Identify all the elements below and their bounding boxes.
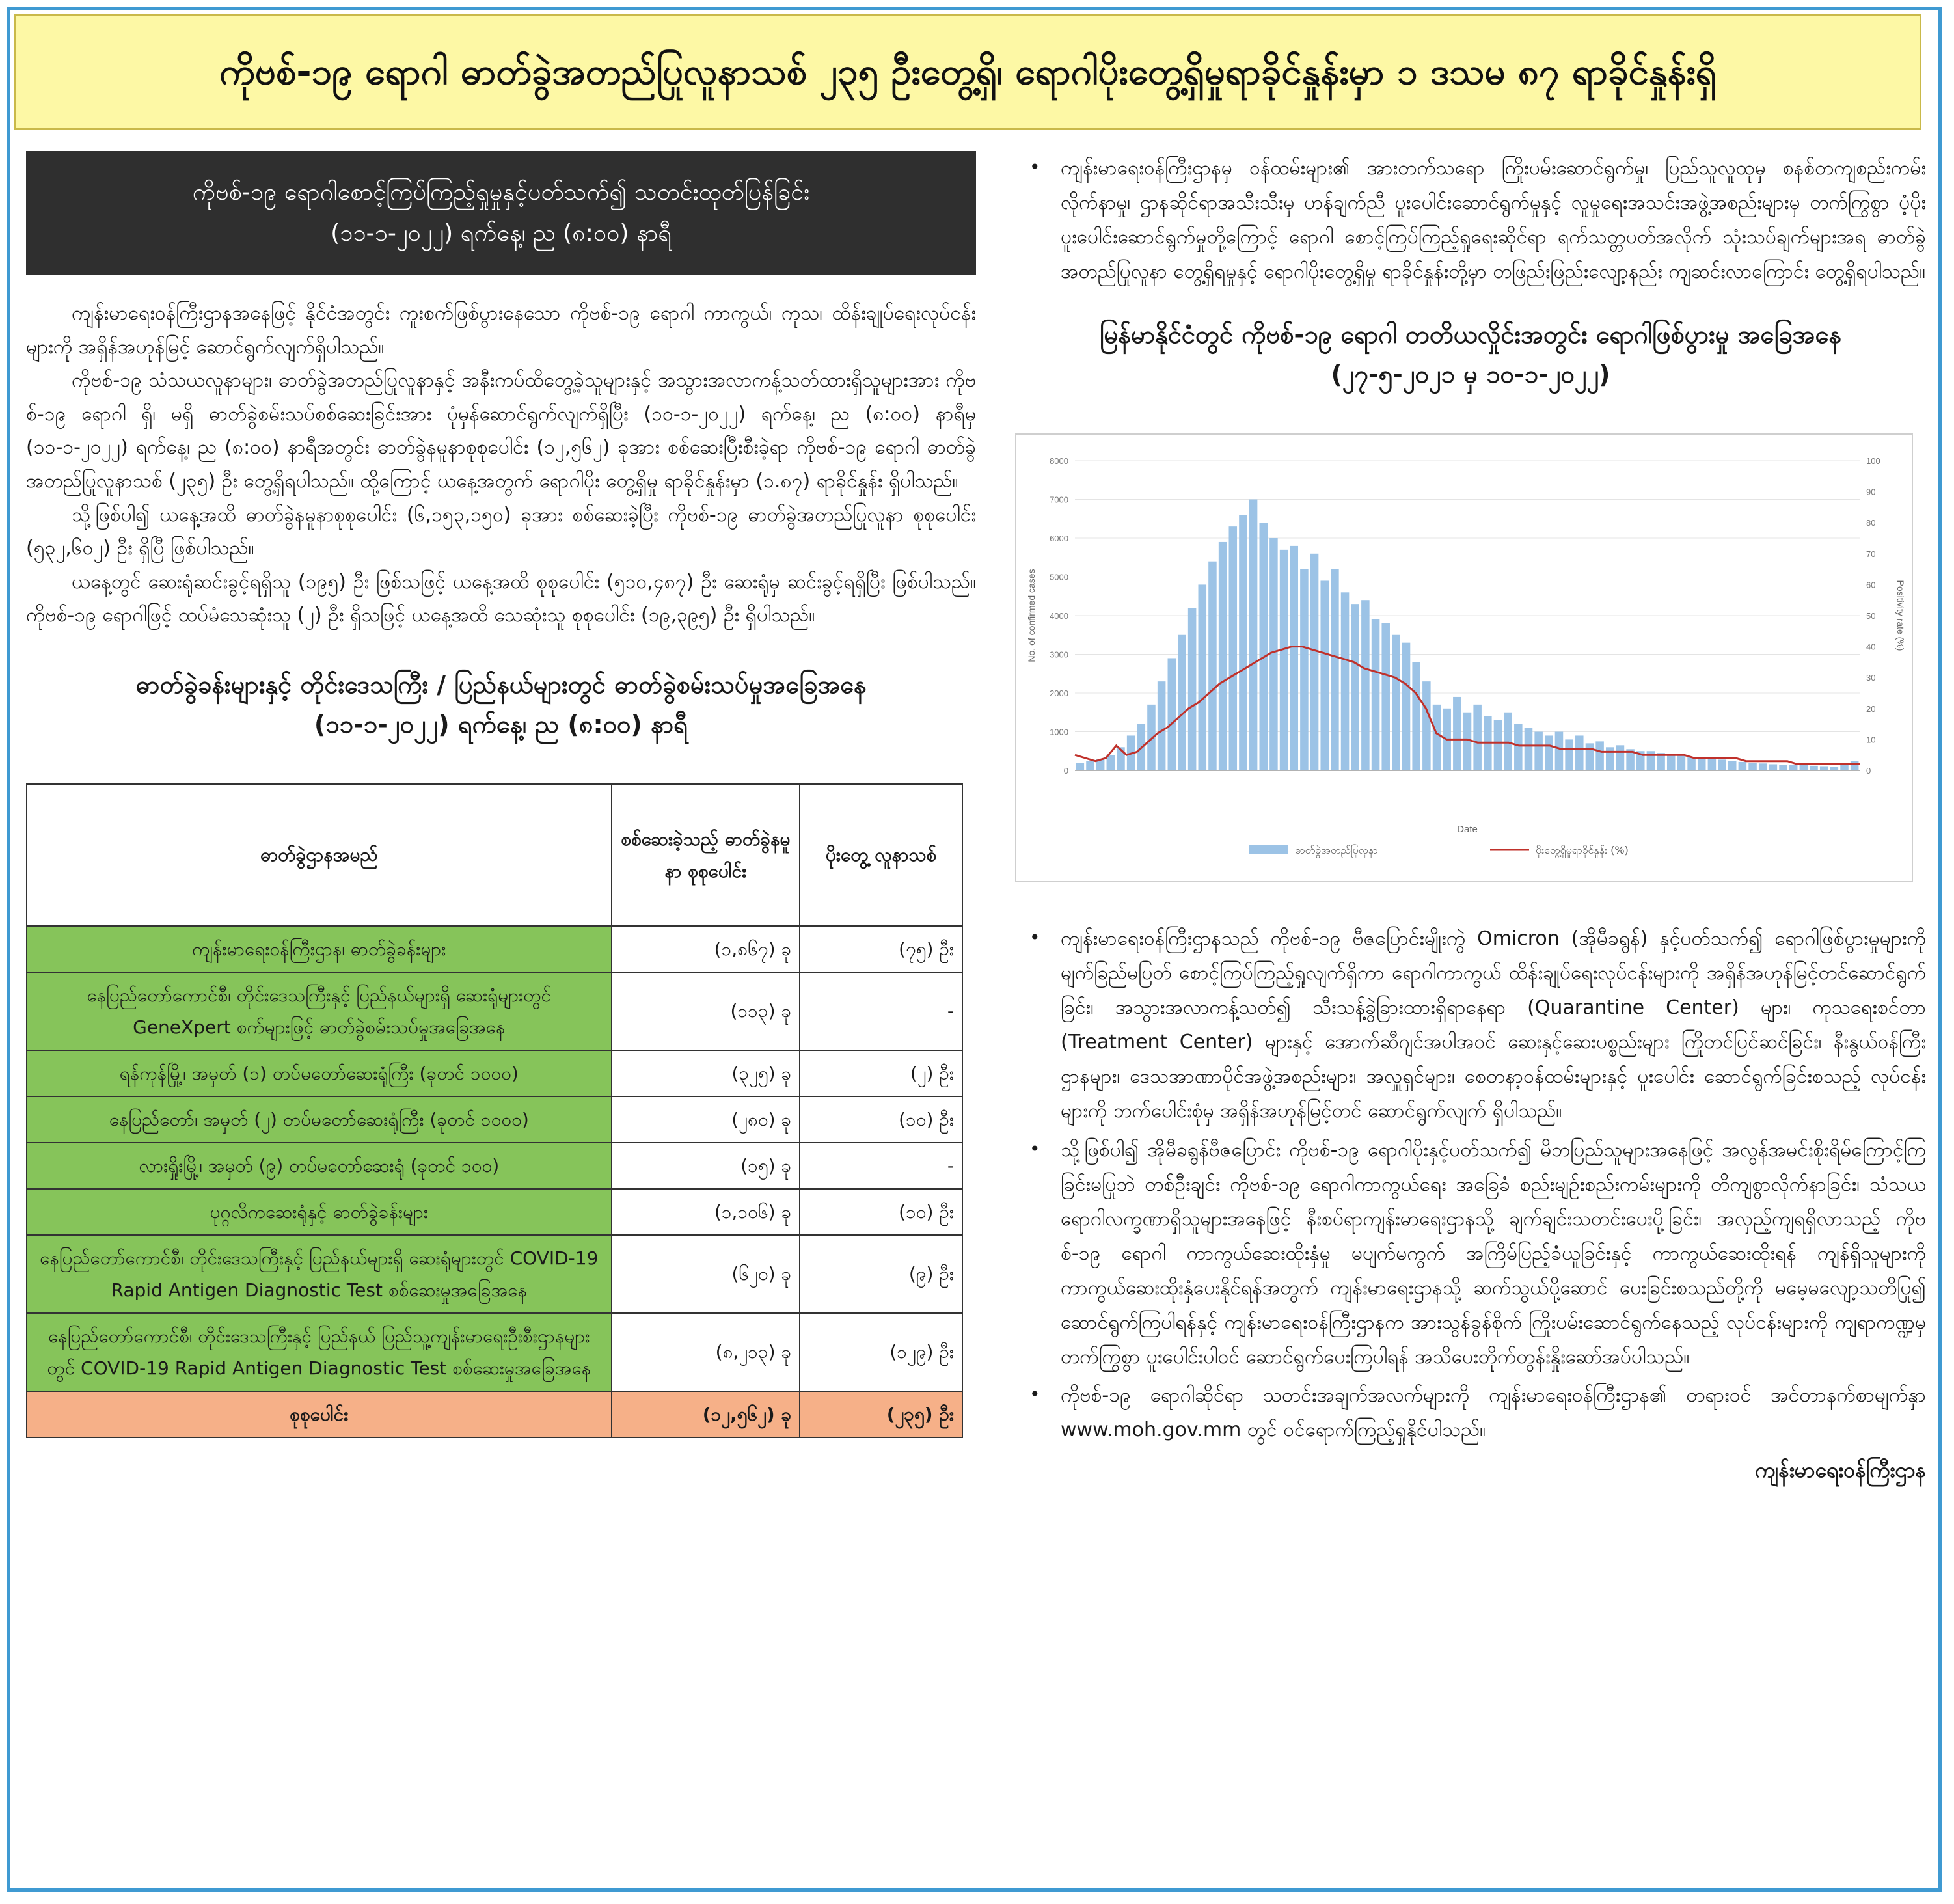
bar bbox=[1789, 765, 1798, 770]
bullet-text: သို့ဖြစ်ပါ၍ အိုမီခရွန်ဗီဇပြောင်း ကိုဗစ်-၁၉ ရောဂါပိုးနှင့်ပတ်သက်၍ မိဘပြည်သူများအနေဖြင့် အလွန်အမင်းစိုးရိမ်ကြောင့်ကြခြင်းမပြုဘဲ တစ်ဦးချင်း ကိုဗစ်-၁၉ ရောဂါကာကွယ်ရေး အခြေခံ စည်းမျဉ်းစည်းကမ်းများကို တိကျစွာလိုက်နာခြင်း၊ သံသယရောဂါလက္ခဏာရှိသူများအနေဖြင့် နီးစပ်ရာကျန်းမာရေးဌာနသို့ ချက်ချင်းသတင်းပေးပို့ခြင်း၊ အလှည့်ကျရရှိလာသည့် ကိုဗစ်-၁၉ ရောဂါ ကာကွယ်ဆေးထိုးနှံမှု မပျက်မကွက် အကြိမ်ပြည့်ခံယူခြင်းနှင့် ကာကွယ်ဆေးထိုးရန် ကျန်ရှိသူများကို ကာကွယ်ဆေးထိုးနှံပေးနိုင်ရန်အတွက် ကျန်းမာရေးဌာနသို့ ဆက်သွယ်ပို့ဆောင် ပေးခြင်းစသည်တို့ကို မမေ့မလျော့သတိပြု၍ ဆောင်ရွက်ကြပါရန်နှင့် ကျန်းမာရေးဝန်ကြီးဌာနက အားသွန်ခွန်စိုက် ကြိုးပမ်းဆောင်ရွက်နေသည့် လုပ်ငန်းများကို ကျရာကဏ္ဍမှ တက်ကြွစွာ ပူးပေါင်းပါဝင် ဆောင်ရွက်ပေးကြပါရန် အသိပေးတိုက်တွန်းနှိုးဆော်အပ်ပါသည်။ bbox=[1061, 1138, 1926, 1369]
samples-cell: (၃၂၅) ခု bbox=[612, 1050, 800, 1096]
bar bbox=[1739, 762, 1747, 770]
y2-tick-label: 30 bbox=[1866, 673, 1876, 683]
y2-tick-label: 50 bbox=[1866, 610, 1876, 621]
y2-tick-label: 40 bbox=[1866, 642, 1876, 652]
total-new-cases-cell: (၂၃၅) ဦး bbox=[800, 1391, 962, 1437]
bar bbox=[1494, 720, 1502, 770]
table-row bbox=[27, 1313, 962, 1391]
chart-heading-line: မြန်မာနိုင်ငံတွင် ကိုဗစ်-၁၉ ရောဂါ တတိယလှိုင်းအတွင်း ရောဂါဖြစ်ပွားမှု အခြေအနေ bbox=[1100, 320, 1841, 349]
bullet-icon: • bbox=[1029, 1137, 1040, 1160]
bar bbox=[1076, 763, 1085, 770]
bar bbox=[1565, 739, 1573, 770]
bar bbox=[1178, 635, 1186, 770]
bar bbox=[1759, 763, 1767, 770]
bullet-item bbox=[1015, 1378, 1926, 1447]
new-cases-cell: (၁၀) ဦး bbox=[800, 1096, 962, 1143]
x-axis-label: Date bbox=[1457, 823, 1478, 835]
paragraph: သို့ဖြစ်ပါ၍ ယနေ့အထိ ဓာတ်ခွဲနမူနာစုစုပေါင်း (၆,၁၅၃,၁၅၀) ခုအား စစ်ဆေးခဲ့ပြီး ကိုဗစ်-၁၉ ဓာတ်ခွဲအတည်ပြုလူနာ စုစုပေါင်း (၅၃၂,၆၀၂) ဦး ရှိပြီ ဖြစ်ပါသည်။ bbox=[26, 503, 976, 560]
table-row bbox=[27, 926, 962, 972]
bar bbox=[1718, 759, 1726, 770]
bar bbox=[1504, 713, 1512, 770]
lab-name-cell: ကျန်းမာရေးဝန်ကြီးဌာန၊ ဓာတ်ခွဲခန်းများ bbox=[27, 926, 612, 972]
table-total-row bbox=[27, 1391, 962, 1437]
new-cases-cell: (၇၅) ဦး bbox=[800, 926, 962, 972]
y2-tick-label: 70 bbox=[1866, 549, 1876, 559]
bar bbox=[1728, 761, 1737, 770]
right-column bbox=[1015, 151, 1926, 1488]
bar bbox=[1830, 767, 1839, 770]
bar bbox=[1219, 542, 1227, 770]
lab-testing-table bbox=[26, 783, 963, 1438]
bar bbox=[1586, 743, 1594, 770]
bar bbox=[1229, 526, 1238, 770]
bar bbox=[1514, 724, 1523, 770]
y2-tick-label: 90 bbox=[1866, 487, 1876, 497]
bar bbox=[1168, 658, 1176, 770]
left-column bbox=[26, 151, 976, 1438]
y-tick-label: 8000 bbox=[1050, 456, 1068, 466]
column-header-new-cases: ပိုးတွေ့ လူနာသစ် bbox=[800, 784, 962, 926]
bar bbox=[1555, 731, 1564, 770]
bar bbox=[1616, 745, 1625, 770]
lab-name-cell: နေပြည်တော်ကောင်စီ၊ တိုင်းဒေသကြီးနှင့် ပြည်နယ်များရှိ ဆေးရုံများတွင် GeneXpert စက်များဖြင့် ဓာတ်ခွဲစမ်းသပ်မှုအခြေအနေ bbox=[27, 972, 612, 1050]
bar bbox=[1433, 705, 1441, 770]
bullet-icon: • bbox=[1029, 156, 1040, 178]
bullet-item bbox=[1015, 151, 1926, 289]
y-tick-label: 0 bbox=[1063, 765, 1068, 776]
lab-name-cell: လားရှိုးမြို့၊ အမှတ် (၉) တပ်မတော်ဆေးရုံ (ခုတင် ၁၀၀) bbox=[27, 1143, 612, 1189]
bar bbox=[1606, 747, 1614, 770]
lab-name-cell: နေပြည်တော်၊ အမှတ် (၂) တပ်မတော်ဆေးရုံကြီး (ခုတင် ၁၀၀၀) bbox=[27, 1096, 612, 1143]
bar bbox=[1463, 713, 1472, 770]
bar bbox=[1199, 584, 1207, 770]
y2-tick-label: 80 bbox=[1866, 518, 1876, 528]
samples-cell: (၁,၁၀၆) ခု bbox=[612, 1189, 800, 1235]
cases-positivity-chart bbox=[1016, 435, 1912, 881]
bar bbox=[1259, 523, 1268, 770]
bar bbox=[1392, 635, 1400, 770]
bar bbox=[1473, 705, 1482, 770]
samples-cell: (၆၂၀) ခု bbox=[612, 1235, 800, 1313]
bar bbox=[1851, 761, 1859, 770]
ministry-signature: ကျန်းမာရေးဝန်ကြီးဌာန bbox=[1754, 1458, 1926, 1483]
bar bbox=[1158, 681, 1166, 770]
bullet-list-top bbox=[1015, 151, 1926, 289]
samples-cell: (၁၅) ခု bbox=[612, 1143, 800, 1189]
bar bbox=[1698, 759, 1706, 770]
bar bbox=[1320, 580, 1329, 770]
new-cases-cell: (၁၂၉) ဦး bbox=[800, 1313, 962, 1391]
y2-tick-label: 100 bbox=[1866, 456, 1880, 466]
table-row bbox=[27, 1096, 962, 1143]
column-header-samples: စစ်ဆေးခဲ့သည့် ဓာတ်ခွဲနမူနာ စုစုပေါင်း bbox=[612, 784, 800, 926]
bullet-list-bottom bbox=[1015, 921, 1926, 1447]
chart-heading bbox=[1015, 315, 1926, 394]
press-release-date: (၁၁-၁-၂၀၂၂) ရက်နေ့၊ ည (၈:၀၀) နာရီ bbox=[331, 220, 672, 247]
table-header-row bbox=[27, 784, 962, 926]
column-header-lab-name: ဓာတ်ခွဲဌာနအမည် bbox=[27, 784, 612, 926]
bar bbox=[1525, 728, 1533, 770]
samples-cell: (၁,၈၆၇) ခု bbox=[612, 926, 800, 972]
bar bbox=[1239, 515, 1247, 770]
press-body bbox=[26, 297, 976, 632]
y-tick-label: 3000 bbox=[1050, 649, 1068, 660]
new-cases-cell: - bbox=[800, 1143, 962, 1189]
bar bbox=[1779, 765, 1787, 770]
bar bbox=[1331, 569, 1339, 770]
bar bbox=[1188, 608, 1197, 770]
bullet-icon: • bbox=[1029, 1383, 1040, 1406]
bar bbox=[1249, 499, 1258, 770]
bar bbox=[1545, 735, 1553, 770]
bullet-item bbox=[1015, 921, 1926, 1129]
bar bbox=[1575, 735, 1584, 770]
total-label-cell: စုစုပေါင်း bbox=[27, 1391, 612, 1437]
y2-axis-label: Positivity rate (%) bbox=[1895, 580, 1906, 651]
y-tick-label: 2000 bbox=[1050, 688, 1068, 698]
table-row bbox=[27, 1050, 962, 1096]
bar bbox=[1769, 764, 1778, 770]
new-cases-cell: (၂) ဦး bbox=[800, 1050, 962, 1096]
bar bbox=[1300, 569, 1309, 770]
bar bbox=[1412, 662, 1420, 770]
bar bbox=[1810, 766, 1818, 770]
bar bbox=[1361, 600, 1370, 770]
chart-heading-date: (၂၇-၅-၂၀၂၁ မှ ၁၀-၁-၂၀၂၂) bbox=[1331, 360, 1610, 389]
bullet-icon: • bbox=[1029, 926, 1040, 948]
press-release-header bbox=[26, 151, 976, 275]
lab-name-cell: နေပြည်တော်ကောင်စီ၊ တိုင်းဒေသကြီးနှင့် ပြည်နယ် ပြည်သူ့ကျန်းမာရေးဦးစီးဌာနများတွင် COVID-19 Rapid Antigen Diagnostic Test စစ်ဆေးမှုအခြေအနေ bbox=[27, 1313, 612, 1391]
table-row bbox=[27, 1143, 962, 1189]
y-tick-label: 1000 bbox=[1050, 727, 1068, 737]
bar bbox=[1290, 546, 1298, 770]
bar bbox=[1280, 550, 1288, 770]
headline: ကိုဗစ်-၁၉ ရောဂါ ဓာတ်ခွဲအတည်ပြုလူနာသစ် ၂၃၅ ဦးတွေ့ရှိ၊ ရောဂါပိုးတွေ့ရှိမှုရာခိုင်နှုန်းမှာ ၁ ဒသမ ၈၇ ရာခိုင်နှုန်းရှိ bbox=[14, 14, 1921, 130]
y2-tick-label: 0 bbox=[1866, 765, 1871, 776]
total-samples-cell: (၁၂,၅၆၂) ခု bbox=[612, 1391, 800, 1437]
bar bbox=[1595, 741, 1604, 770]
table-row bbox=[27, 1235, 962, 1313]
paragraph: ကျန်းမာရေးဝန်ကြီးဌာနအနေဖြင့် နိုင်ငံအတွင်း ကူးစက်ဖြစ်ပွားနေသော ကိုဗစ်-၁၉ ရောဂါ ကာကွယ်၊ ကုသ၊ ထိန်းချုပ်ရေးလုပ်ငန်းများကို အရှိန်အဟုန်မြင့် ဆောင်ရွက်လျက်ရှိပါသည်။ bbox=[26, 302, 976, 359]
table-heading bbox=[26, 665, 976, 744]
bar bbox=[1351, 604, 1359, 770]
y-axis-label: No. of confirmed cases bbox=[1026, 569, 1037, 662]
samples-cell: (၈,၂၁၃) ခု bbox=[612, 1313, 800, 1391]
bullet-text: ကိုဗစ်-၁၉ ရောဂါဆိုင်ရာ သတင်းအချက်အလက်များကို ကျန်းမာရေးဝန်ကြီးဌာန၏ တရားဝင် အင်တာနက်စာမျက်နှာ www.moh.gov.mm တွင် ဝင်ရောက်ကြည့်ရှုနိုင်ပါသည်။ bbox=[1061, 1384, 1926, 1442]
bar bbox=[1820, 766, 1828, 770]
lab-name-cell: ရန်ကုန်မြို့၊ အမှတ် (၁) တပ်မတော်ဆေးရုံကြီး (ခုတင် ၁၀၀၀) bbox=[27, 1050, 612, 1096]
new-cases-cell: (၉) ဦး bbox=[800, 1235, 962, 1313]
bar bbox=[1381, 623, 1390, 770]
y2-tick-label: 60 bbox=[1866, 580, 1876, 590]
bar bbox=[1708, 758, 1717, 770]
bar bbox=[1372, 619, 1380, 770]
bullet-item bbox=[1015, 1133, 1926, 1375]
legend-label-cases: ဓာတ်ခွဲအတည်ပြုလူနာ bbox=[1295, 843, 1378, 856]
bar bbox=[1667, 755, 1676, 770]
bar bbox=[1208, 562, 1217, 770]
bullet-text: ကျန်းမာရေးဝန်ကြီးဌာနမှ ဝန်ထမ်းများ၏ အားတက်သရော ကြိုးပမ်းဆောင်ရွက်မှု၊ ပြည်သူလူထုမှ စနစ်တကျစည်းကမ်းလိုက်နာမှု၊ ဌာနဆိုင်ရာအသီးသီးမှ ဟန်ချက်ညီ ပူးပေါင်းဆောင်ရွက်မှုနှင့် လူမှုရေးအသင်းအဖွဲ့အစည်းများမှ တက်ကြွစွာ ပံ့ပိုးပူးပေါင်းဆောင်ရွက်မှုတို့ကြောင့် ရောဂါ စောင့်ကြပ်ကြည့်ရှုရေးဆိုင်ရာ ရက်သတ္တပတ်အလိုက် သုံးသပ်ချက်များအရ ဓာတ်ခွဲအတည်ပြုလူနာ တွေ့ရှိရမှုနှင့် ရောဂါပိုးတွေ့ရှိမှု ရာခိုင်နှုန်းတို့မှာ တဖြည်းဖြည်းလျော့နည်း ကျဆင်းလာကြောင်း တွေ့ရှိရပါသည်။ bbox=[1061, 157, 1926, 284]
paragraph: ကိုဗစ်-၁၉ သံသယလူနာများ၊ ဓာတ်ခွဲအတည်ပြုလူနာနှင့် အနီးကပ်ထိတွေ့ခဲ့သူများနှင့် အသွားအလာကန့်သတ်ထားရှိသူများအား ကိုဗစ်-၁၉ ရောဂါ ရှိ၊ မရှိ ဓာတ်ခွဲစမ်းသပ်စစ်ဆေးခြင်းအား ပုံမှန်ဆောင်ရွက်လျက်ရှိပြီး (၁၀-၁-၂၀၂၂) ရက်နေ့၊ ည (၈:၀၀) နာရီမှ (၁၁-၁-၂၀၂၂) ရက်နေ့၊ ည (၈:၀၀) နာရီအတွင်း ဓာတ်ခွဲနမူနာစုစုပေါင်း (၁၂,၅၆၂) ခုအား စစ်ဆေးပြီးစီးခဲ့ရာ ကိုဗစ်-၁၉ ရောဂါ ဓာတ်ခွဲအတည်ပြုလူနာသစ် (၂၃၅) ဦး တွေ့ရှိရပါသည်။ ထို့ကြောင့် ယနေ့အတွက် ရောဂါပိုး တွေ့ရှိမှု ရာခိုင်နှုန်းမှာ (၁.၈၇) ရာခိုင်နှုန်း ရှိပါသည်။ bbox=[26, 369, 976, 493]
y2-tick-label: 10 bbox=[1866, 735, 1876, 745]
y2-tick-label: 20 bbox=[1866, 703, 1876, 714]
samples-cell: (၁၁၃) ခု bbox=[612, 972, 800, 1050]
chart-container bbox=[1015, 433, 1913, 882]
paragraph: ယနေ့တွင် ဆေးရုံဆင်းခွင့်ရရှိသူ (၁၉၅) ဦး ဖြစ်သဖြင့် ယနေ့အထိ စုစုပေါင်း (၅၁၀,၄၈၇) ဦး ဆေးရုံမှ ဆင်းခွင့်ရရှိပြီး ဖြစ်ပါသည်။ ကိုဗစ်-၁၉ ရောဂါဖြင့် ထပ်မံသေဆုံးသူ (၂) ဦး ရှိသဖြင့် ယနေ့အထိ သေဆုံးသူ စုစုပေါင်း (၁၉,၃၉၅) ဦး ရှိပါသည်။ bbox=[26, 570, 976, 627]
new-cases-cell: (၁၀) ဦး bbox=[800, 1189, 962, 1235]
bar bbox=[1086, 761, 1094, 770]
bar bbox=[1402, 643, 1411, 770]
table-heading-date: (၁၁-၁-၂၀၂၂) ရက်နေ့၊ ည (၈:၀၀) နာရီ bbox=[314, 709, 688, 739]
y-tick-label: 5000 bbox=[1050, 572, 1068, 582]
bullet-text: ကျန်းမာရေးဝန်ကြီးဌာနသည် ကိုဗစ်-၁၉ ဗီဇပြောင်းမျိုးကွဲ Omicron (အိုမီခရွန်) နှင့်ပတ်သက်၍ ရောဂါဖြစ်ပွားမှုများကို မျက်ခြည်မပြတ် စောင့်ကြပ်ကြည့်ရှုလျက်ရှိကာ ရောဂါကာကွယ် ထိန်းချုပ်ရေးလုပ်ငန်းများကို အရှိန်အဟုန်မြင့်တင်ဆောင်ရွက်ခြင်း၊ အသွားအလာကန့်သတ်၍ သီးသန့်ခွဲခြားထားရှိရာနေရာ (Quarantine Center) များ၊ ကုသရေးစင်တာ (Treatment Center) များနှင့် အောက်ဆီဂျင်အပါအဝင် ဆေးနှင့်ဆေးပစ္စည်းများ ကြိုတင်ပြင်ဆင်ခြင်း၊ နီးနွယ်ဝန်ကြီး ဌာနများ၊ ဒေသအာဏာပိုင်အဖွဲ့အစည်းများ၊ အလှူရှင်များ၊ စေတနာ့ဝန်ထမ်းများနှင့် ပူးပေါင်း ဆောင်ရွက်ခြင်းစသည့် လုပ်ငန်းများကို ဘက်ပေါင်းစုံမှ အရှိန်အဟုန်မြင့်တင် ဆောင်ရွက်လျက် ရှိပါသည်။ bbox=[1061, 927, 1926, 1123]
bar bbox=[1310, 554, 1319, 770]
samples-cell: (၂၈၀) ခု bbox=[612, 1096, 800, 1143]
y-tick-label: 7000 bbox=[1050, 495, 1068, 505]
new-cases-cell: - bbox=[800, 972, 962, 1050]
bar bbox=[1422, 681, 1431, 770]
table-row bbox=[27, 972, 962, 1050]
bar bbox=[1677, 755, 1686, 770]
lab-name-cell: နေပြည်တော်ကောင်စီ၊ တိုင်းဒေသကြီးနှင့် ပြည်နယ်များရှိ ဆေးရုံများတွင် COVID-19 Rapid Antigen Diagnostic Test စစ်ဆေးမှုအခြေအနေ bbox=[27, 1235, 612, 1313]
y-tick-label: 4000 bbox=[1050, 610, 1068, 621]
legend-label-positivity: ပိုးတွေ့ရှိမှုရာခိုင်နှုန်း (%) bbox=[1536, 843, 1629, 856]
press-release-title: ကိုဗစ်-၁၉ ရောဂါစောင့်ကြပ်ကြည့်ရှုမှုနှင့်ပတ်သက်၍ သတင်းထုတ်ပြန်ခြင်း bbox=[192, 179, 810, 206]
bar bbox=[1269, 538, 1278, 770]
lab-name-cell: ပုဂ္ဂလိကဆေးရုံနှင့် ဓာတ်ခွဲခန်းများ bbox=[27, 1189, 612, 1235]
bar bbox=[1453, 697, 1461, 770]
bar bbox=[1341, 592, 1350, 770]
legend-swatch-cases bbox=[1249, 845, 1288, 854]
bar bbox=[1748, 763, 1757, 770]
bar bbox=[1534, 731, 1543, 770]
bar bbox=[1800, 765, 1808, 770]
y-tick-label: 6000 bbox=[1050, 533, 1068, 543]
table-heading-line: ဓာတ်ခွဲခန်းများနှင့် တိုင်းဒေသကြီး / ပြည်နယ်များတွင် ဓာတ်ခွဲစမ်းသပ်မှုအခြေအနေ bbox=[135, 670, 867, 699]
table-row bbox=[27, 1189, 962, 1235]
